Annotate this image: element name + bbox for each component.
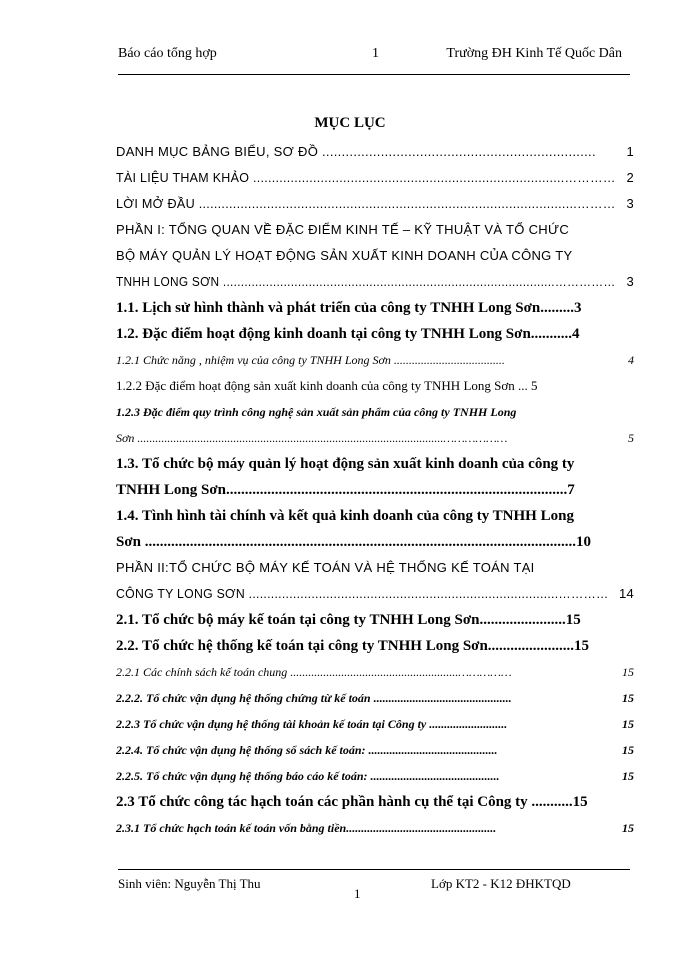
toc-entry-text: 1.4. Tình hình tài chính và kết quả kinh doanh của công ty TNHH Long — [116, 508, 574, 524]
toc-entry[interactable] — [116, 737, 634, 763]
toc-entry[interactable] — [116, 165, 634, 191]
toc-entry[interactable] — [116, 581, 634, 607]
toc-entry[interactable] — [116, 451, 634, 477]
toc-entry[interactable] — [116, 685, 634, 711]
toc-entry-text: TNHH Long Sơn...........................................................................................7 — [116, 482, 575, 498]
header-university: Trường ĐH Kinh Tế Quốc Dân — [446, 46, 622, 61]
footer-class: Lớp KT2 - K12 ĐHKTQD — [431, 876, 571, 891]
toc-entry-text: LỜI MỞ ĐẦU ....................................................................................................……… — [116, 196, 616, 211]
toc-entry-page: 15 — [622, 743, 634, 757]
header-report-title: Báo cáo tổng hợp — [118, 46, 217, 61]
toc-entry-text: 2.2. Tổ chức hệ thống kế toán tại công ty TNHH Long Sơn.......................15 — [116, 638, 590, 654]
toc-entry-text: 2.2.3 Tổ chức vận dụng hệ thống tài khoản kế toán tại Công ty .......................... — [116, 717, 508, 731]
toc-entry[interactable] — [116, 659, 634, 685]
toc-entry-page: 15 — [622, 665, 634, 679]
toc-entry-text: 2.3.1 Tổ chức hạch toán kế toán vốn bằng tiền.................................................. — [116, 821, 497, 835]
toc-entry[interactable] — [116, 321, 634, 347]
toc-entry-page: 15 — [622, 717, 634, 731]
toc-entry[interactable] — [116, 815, 634, 841]
table-of-contents — [116, 139, 634, 841]
toc-entry[interactable] — [116, 373, 634, 399]
toc-entry-page: 5 — [628, 431, 634, 445]
page-header — [118, 46, 622, 70]
toc-title: MỤC LỤC — [314, 115, 386, 131]
toc-entry-text: PHẦN I: TỔNG QUAN VỀ ĐẶC ĐIỂM KINH TẾ – KỸ THUẬT VÀ TỔ CHỨC — [116, 222, 570, 237]
toc-entry[interactable] — [116, 477, 634, 503]
toc-entry-text: PHẦN II:TỔ CHỨC BỘ MÁY KẾ TOÁN VÀ HỆ THỐNG KẾ TOÁN TẠI — [116, 560, 535, 575]
toc-entry-text: 2.1. Tổ chức bộ máy kế toán tại công ty TNHH Long Sơn.......................15 — [116, 612, 581, 628]
header-page-number: 1 — [372, 46, 379, 61]
toc-entry[interactable] — [116, 503, 634, 529]
toc-entry-page: 3 — [626, 196, 634, 211]
toc-entry-text: 1.2.2 Đặc điểm hoạt động sản xuất kinh doanh của công ty TNHH Long Sơn ... 5 — [116, 378, 538, 393]
toc-entry-text: 1.2.3 Đặc điểm quy trình công nghệ sản xuất sản phẩm của công ty TNHH Long — [116, 405, 517, 419]
toc-entry-page: 14 — [618, 586, 634, 601]
toc-entry[interactable] — [116, 763, 634, 789]
toc-entry[interactable] — [116, 555, 634, 581]
toc-entry[interactable] — [116, 217, 634, 243]
toc-entry-page: 2 — [626, 170, 634, 185]
footer-page-number: 1 — [354, 886, 361, 901]
footer-student: Sinh viên: Nguyễn Thị Thu — [118, 876, 261, 891]
toc-entry-text: Sơn ......................................................................................................……………… — [116, 431, 508, 445]
toc-entry-page: 15 — [622, 769, 634, 783]
header-rule — [118, 74, 630, 75]
toc-entry-page: 1 — [626, 144, 634, 159]
toc-entry-text: CÔNG TY LONG SƠN ....................................................................................………… — [116, 586, 609, 601]
toc-entry[interactable] — [116, 139, 634, 165]
toc-entry[interactable] — [116, 529, 634, 555]
toc-entry-text: Sơn ...................................................................................................................10 — [116, 534, 591, 550]
toc-entry-text: 1.1. Lịch sử hình thành và phát triển của công ty TNHH Long Sơn.........3 — [116, 300, 582, 316]
toc-entry[interactable] — [116, 347, 634, 373]
toc-entry[interactable] — [116, 269, 634, 295]
toc-entry-text: 2.2.4. Tổ chức vận dụng hệ thống sổ sách kế toán: ........................................... — [116, 743, 498, 757]
toc-entry-text: DANH MỤC BẢNG BIỂU, SƠ ĐỒ ...................................................................... — [116, 144, 596, 159]
toc-entry-text: 2.3 Tổ chức công tác hạch toán các phần hành cụ thể tại Công ty ...........15 — [116, 794, 588, 810]
toc-entry-text: 1.2.1 Chức năng , nhiệm vụ của công ty TNHH Long Sơn ..................................... — [116, 353, 505, 367]
toc-entry-page: 3 — [626, 274, 634, 289]
toc-entry[interactable] — [116, 191, 634, 217]
toc-entry[interactable] — [116, 399, 634, 425]
toc-entry-text: 2.2.5. Tổ chức vận dụng hệ thống báo cáo kế toán: ........................................... — [116, 769, 500, 783]
toc-entry-page: 15 — [622, 691, 634, 705]
toc-entry[interactable] — [116, 295, 634, 321]
toc-entry[interactable] — [116, 789, 634, 815]
toc-entry[interactable] — [116, 633, 634, 659]
toc-entry-page: 4 — [628, 353, 634, 367]
toc-entry[interactable] — [116, 607, 634, 633]
toc-entry[interactable] — [116, 425, 634, 451]
footer-rule — [118, 869, 630, 870]
toc-entry-text: 1.2. Đặc điểm hoạt động kinh doanh tại công ty TNHH Long Sơn...........4 — [116, 326, 580, 342]
toc-entry-text: 2.2.2. Tổ chức vận dụng hệ thống chứng từ kế toán .............................................. — [116, 691, 512, 705]
toc-entry[interactable] — [116, 243, 634, 269]
toc-entry[interactable] — [116, 711, 634, 737]
toc-entry-text: BỘ MÁY QUẢN LÝ HOẠT ĐỘNG SẢN XUẤT KINH DOANH CỦA CÔNG TY — [116, 248, 573, 263]
toc-entry-text: 2.2.1 Các chính sách kế toán chung ........................................................…………… — [116, 665, 512, 679]
toc-entry-page: 15 — [622, 821, 634, 835]
toc-entry-text: TNHH LONG SƠN .............................................................................................…………… — [116, 274, 616, 289]
toc-entry-text: TÀI LIỆU THAM KHẢO ...................................................................................………… — [116, 170, 616, 185]
toc-entry-text: 1.3. Tổ chức bộ máy quản lý hoạt động sản xuất kinh doanh của công ty — [116, 456, 575, 472]
